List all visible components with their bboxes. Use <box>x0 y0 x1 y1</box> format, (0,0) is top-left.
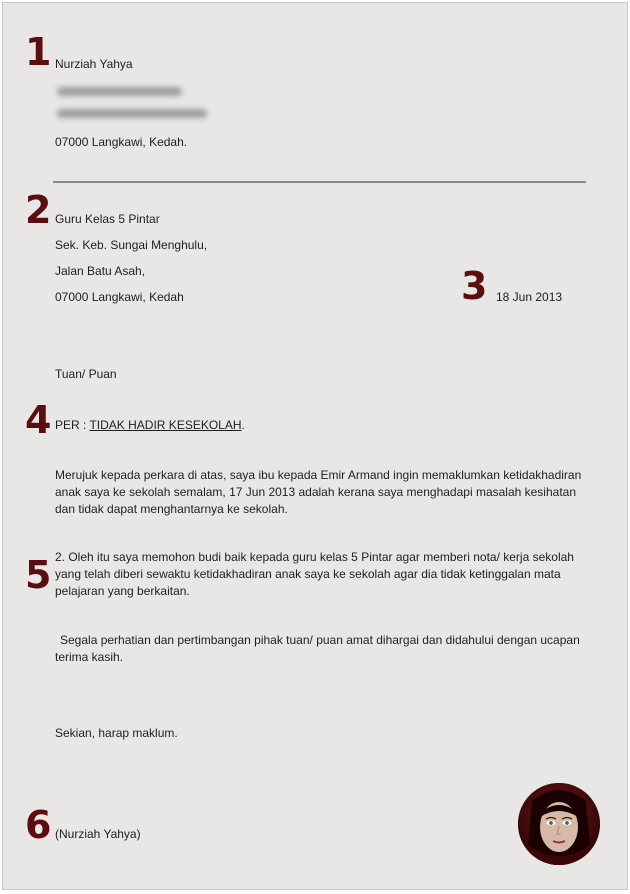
subject-suffix: . <box>241 418 245 432</box>
redacted-address-line-2 <box>57 109 207 118</box>
signature-name: (Nurziah Yahya) <box>55 827 141 841</box>
marker-4: 4 <box>25 398 52 442</box>
marker-1: 1 <box>25 30 52 74</box>
recipient-line-1: Guru Kelas 5 Pintar <box>55 212 160 226</box>
portrait-image <box>518 783 600 865</box>
marker-2: 2 <box>25 188 52 232</box>
body-paragraph-1: Merujuk kepada perkara di atas, saya ibu kepada Emir Armand ingin memaklumkan ketidakhadiran anak saya ke sekolah semalam, 17 Jun 2013 adalah kerana saya menghadapi masalah kesihatan dan tidak dapat menghantarnya ke sekolah. <box>55 468 582 516</box>
closing-line: Sekian, harap maklum. <box>55 726 178 740</box>
subject-title: TIDAK HADIR KESEKOLAH <box>89 418 242 432</box>
sender-postcode-city: 07000 Langkawi, Kedah. <box>55 135 188 149</box>
marker-3: 3 <box>461 264 488 308</box>
subject-line <box>55 418 245 432</box>
recipient-line-3: Jalan Batu Asah, <box>55 264 146 278</box>
letter-date: 18 Jun 2013 <box>496 290 563 304</box>
salutation: Tuan/ Puan <box>55 367 117 381</box>
sender-name: Nurziah Yahya <box>55 57 133 71</box>
marker-5: 5 <box>25 553 52 597</box>
marker-6: 6 <box>25 803 52 847</box>
recipient-line-2: Sek. Keb. Sungai Menghulu, <box>55 238 208 252</box>
letter-page <box>2 2 628 890</box>
body-paragraph-3: Segala perhatian dan pertimbangan pihak tuan/ puan amat dihargai dan didahului dengan ucapan terima kasih. <box>55 633 580 664</box>
recipient-line-4: 07000 Langkawi, Kedah <box>55 290 184 304</box>
redacted-address-line-1 <box>57 87 182 96</box>
divider <box>53 181 586 183</box>
avatar <box>518 783 600 865</box>
subject-prefix: PER : <box>55 418 90 432</box>
body-paragraph-2: 2. Oleh itu saya memohon budi baik kepada guru kelas 5 Pintar agar memberi nota/ kerja sekolah yang telah diberi sewaktu ketidakhadiran anak saya ke sekolah agar dia tidak ketinggalan mata pelajaran yang berkaitan. <box>55 550 574 598</box>
